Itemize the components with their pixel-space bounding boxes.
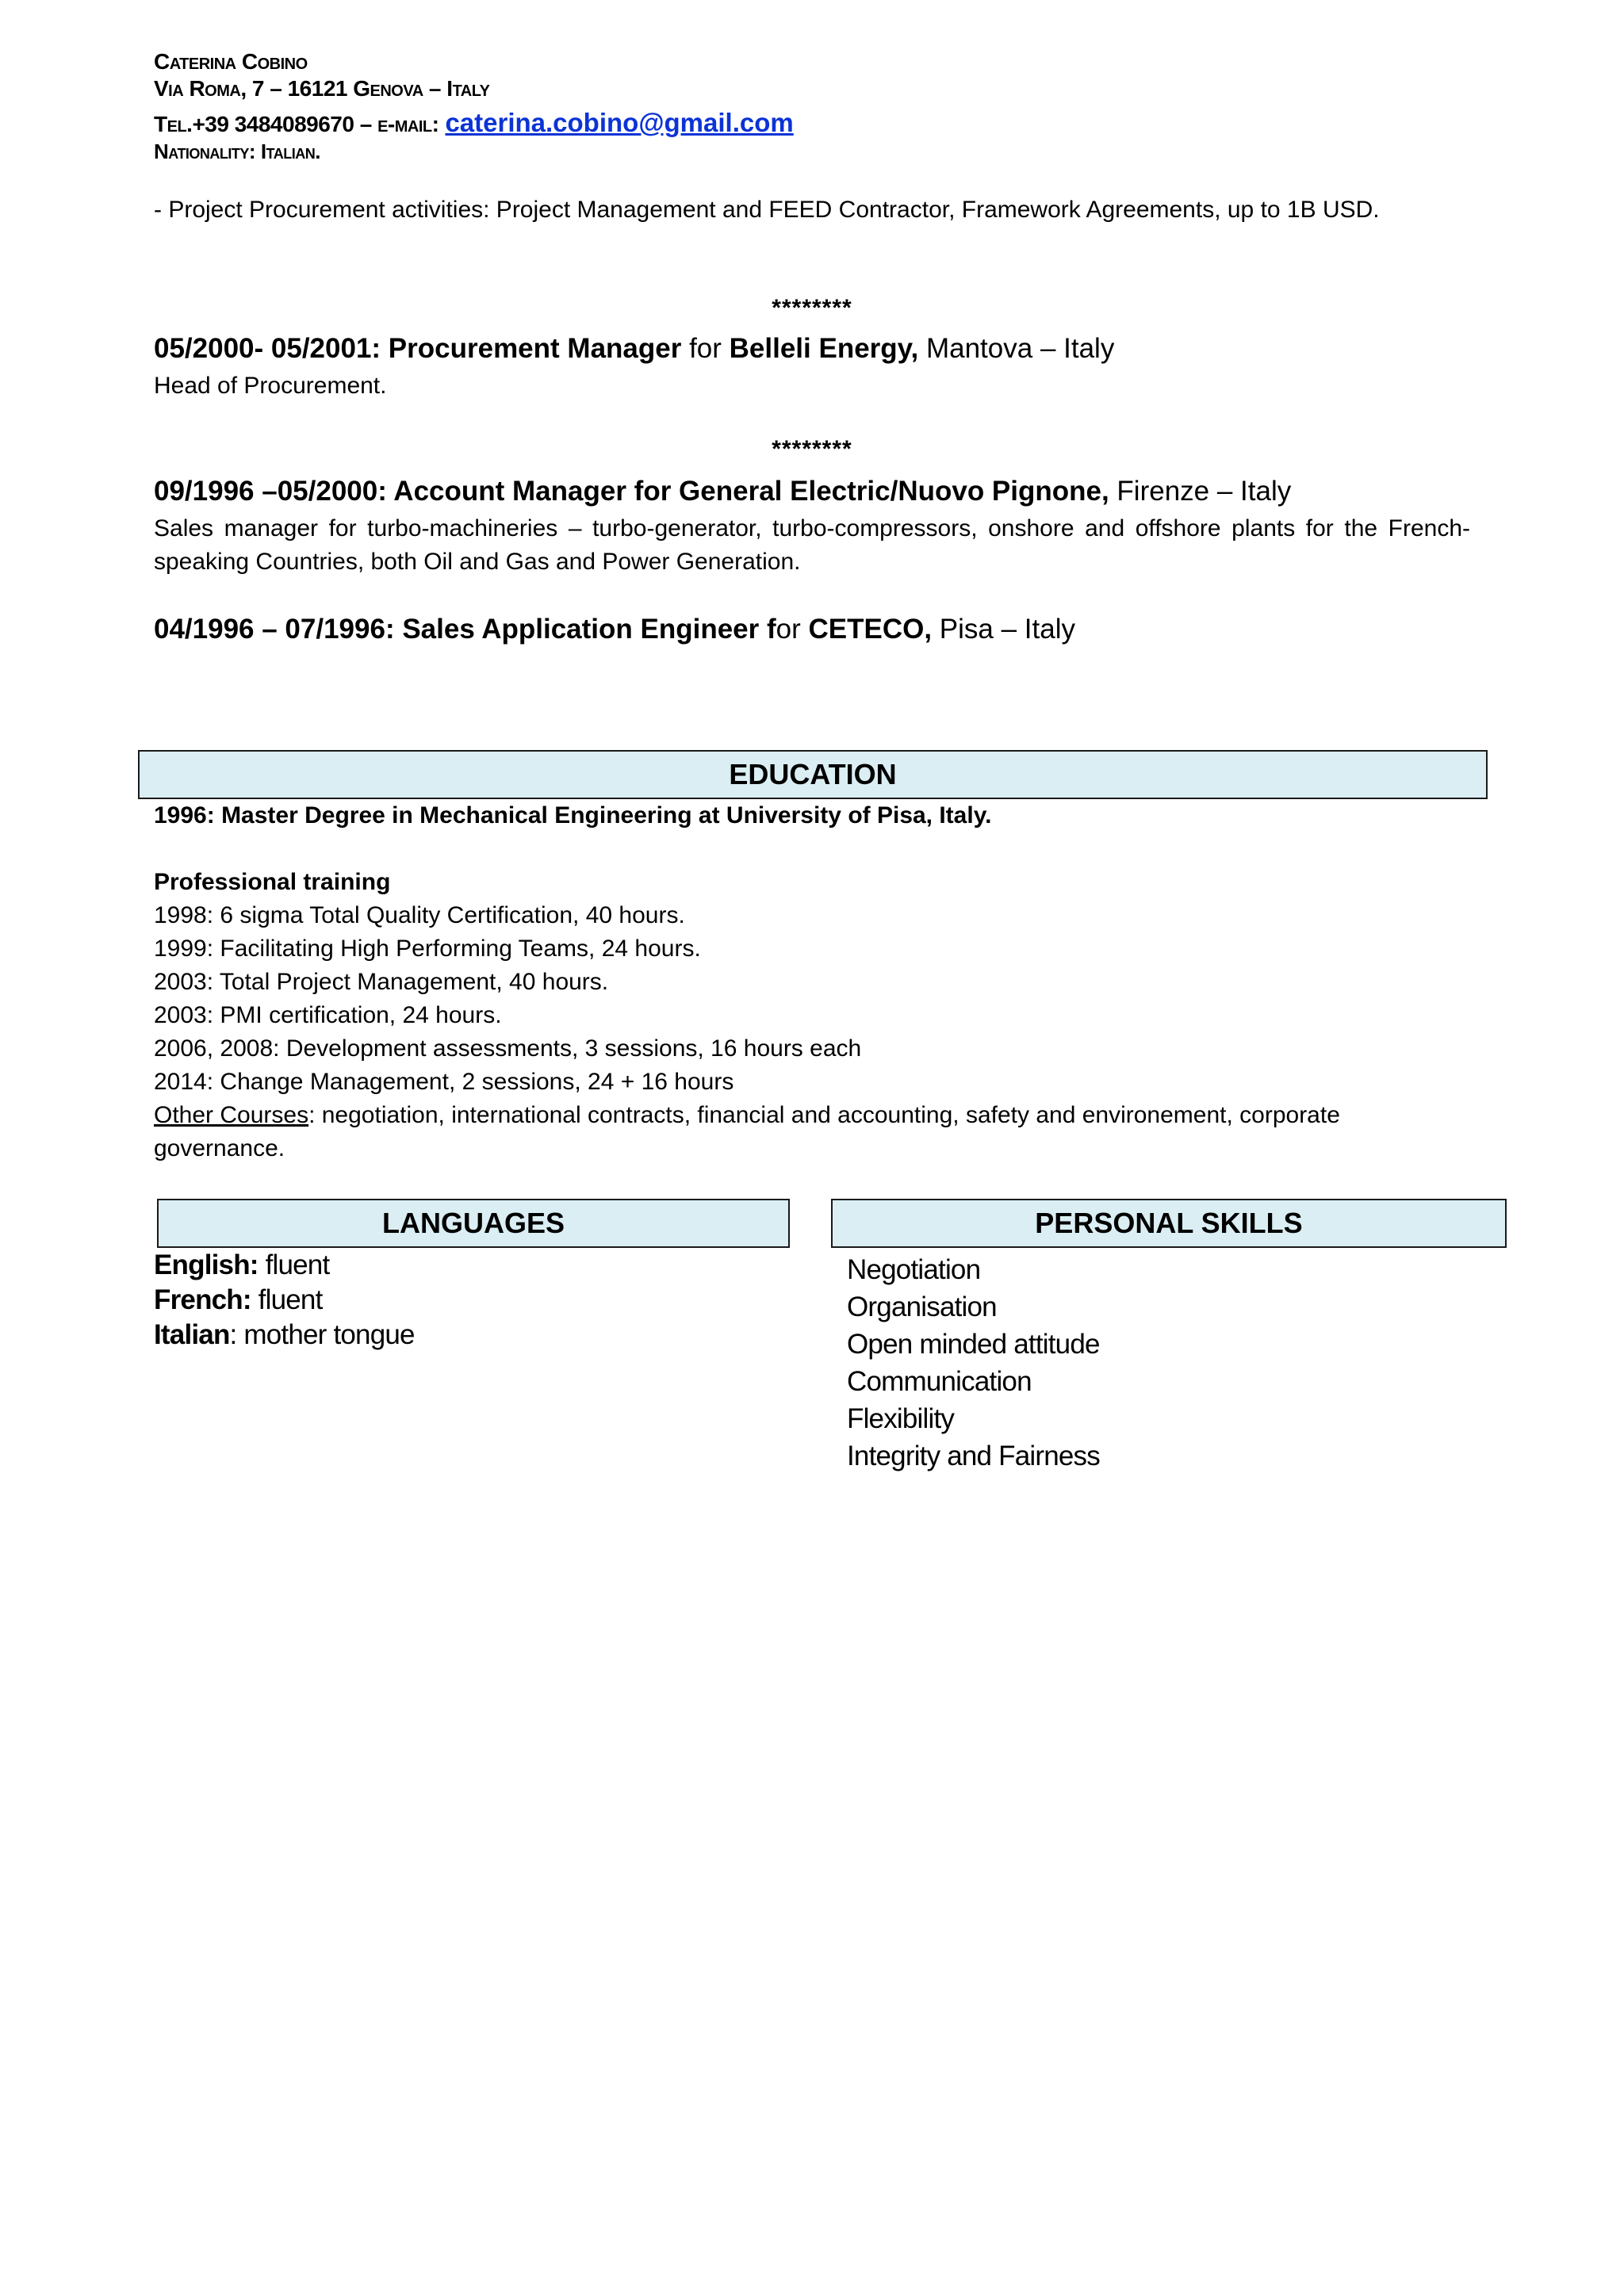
- job-company: CETECO,: [808, 614, 933, 645]
- list-item: Communication: [847, 1366, 1032, 1397]
- job-title-3: [154, 614, 1075, 645]
- job-dates-title: 04/1996 – 07/1996: Sales Application Engineer f: [154, 614, 776, 645]
- language-item-french: [154, 1283, 323, 1318]
- skills-heading: PERSONAL SKILLS: [831, 1199, 1507, 1248]
- nationality: Nationality: Italian.: [154, 140, 320, 163]
- list-item: 2014: Change Management, 2 sessions, 24 + 16 hours: [154, 1069, 734, 1095]
- skills-list: [847, 1251, 1100, 1475]
- other-courses-label: Other Courses: [154, 1102, 309, 1128]
- job-for: for: [681, 333, 730, 364]
- list-item: 1998: 6 sigma Total Quality Certification, 40 hours.: [154, 902, 685, 928]
- list-item: Integrity and Fairness: [847, 1441, 1100, 1471]
- job-description-1: Head of Procurement.: [154, 373, 387, 399]
- tel-label: Tel.+39 3484089670 – e-mail:: [154, 112, 439, 136]
- job-location: Pisa – Italy: [932, 614, 1075, 645]
- procurement-bullet: - Project Procurement activities: Project Management and FEED Contractor, Framework Agreements, up to 1B USD.: [154, 197, 1380, 223]
- list-item: Open minded attitude: [847, 1329, 1100, 1360]
- list-item: 2006, 2008: Development assessments, 3 sessions, 16 hours each: [154, 1035, 862, 1062]
- list-item: Organisation: [847, 1292, 997, 1322]
- other-courses-text: : negotiation, international contracts, financial and accounting, safety and environement, corporate governance.: [154, 1102, 1340, 1161]
- list-item: 2003: PMI certification, 24 hours.: [154, 1002, 502, 1028]
- list-item: Negotiation: [847, 1254, 981, 1285]
- address: Via Roma, 7 – 16121 Genova – Italy: [154, 76, 490, 101]
- training-list: [154, 899, 861, 1099]
- language-item-english: [154, 1248, 329, 1283]
- email-link[interactable]: caterina.cobino@gmail.com: [445, 108, 794, 137]
- language-level: fluent: [251, 1284, 323, 1315]
- languages-heading: LANGUAGES: [157, 1199, 790, 1248]
- job-dates-title: 05/2000- 05/2001: Procurement Manager: [154, 333, 682, 364]
- list-item: Flexibility: [847, 1403, 955, 1434]
- job-for: or: [776, 614, 809, 645]
- contact-line: [154, 108, 794, 138]
- other-courses: [154, 1099, 1470, 1165]
- degree: 1996: Master Degree in Mechanical Engineering at University of Pisa, Italy.: [154, 802, 992, 828]
- language-level: : mother tongue: [229, 1319, 415, 1350]
- education-heading: EDUCATION: [138, 750, 1488, 799]
- job-dates-title: 09/1996 –05/2000: Account Manager for General Electric/Nuovo Pignone,: [154, 476, 1109, 507]
- language-name: French:: [154, 1284, 251, 1315]
- training-heading: Professional training: [154, 869, 391, 895]
- job-description-2: Sales manager for turbo-machineries – turbo-generator, turbo-compressors, onshore and offshore plants for the French-speaking Countries, both Oil and Gas and Power Generation.: [154, 515, 1470, 575]
- candidate-name: Caterina Cobino: [154, 49, 308, 74]
- list-item: 2003: Total Project Management, 40 hours.: [154, 969, 609, 995]
- list-item: 1999: Facilitating High Performing Teams, 24 hours.: [154, 936, 701, 962]
- language-item-italian: [154, 1318, 415, 1353]
- job-location: Mantova – Italy: [918, 333, 1115, 364]
- job-location: Firenze – Italy: [1109, 476, 1292, 507]
- separator: ********: [772, 436, 852, 462]
- language-name: Italian: [154, 1319, 230, 1350]
- language-name: English:: [154, 1249, 259, 1280]
- job-company: Belleli Energy,: [729, 333, 919, 364]
- job-title-2: [154, 476, 1291, 507]
- separator: ********: [772, 295, 852, 321]
- language-level: fluent: [258, 1249, 330, 1280]
- job-title-1: [154, 333, 1114, 365]
